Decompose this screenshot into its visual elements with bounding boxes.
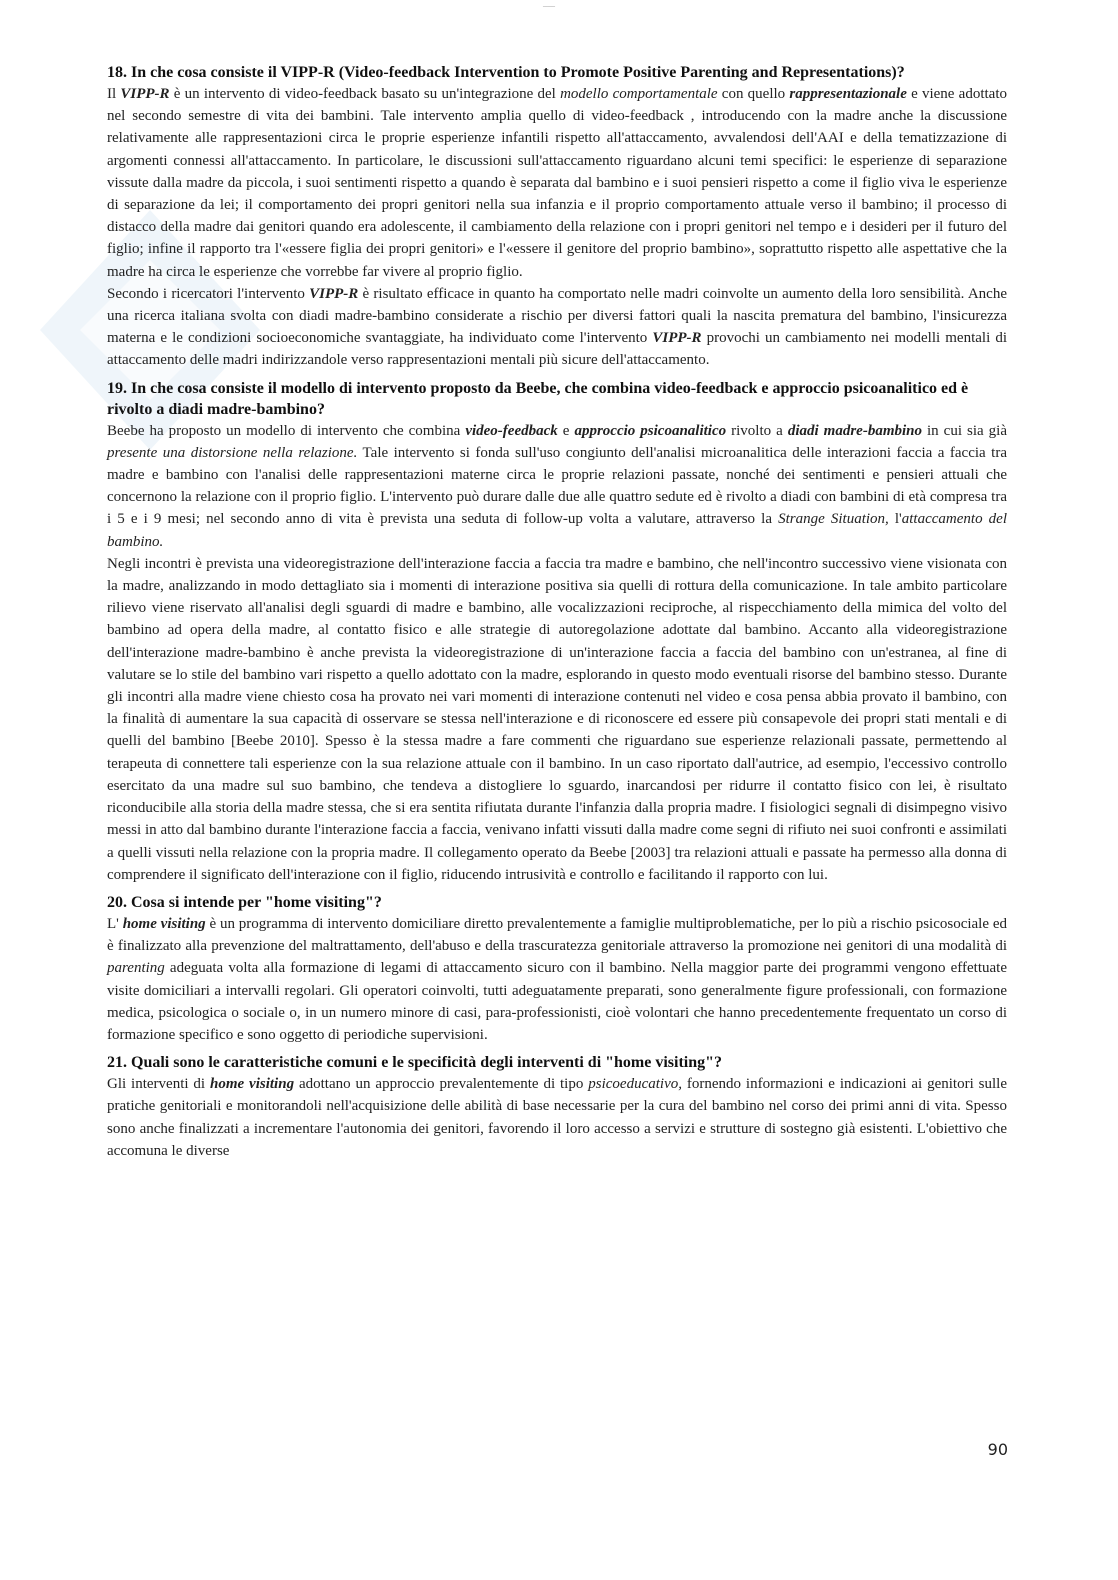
section-21-title: 21. Quali sono le caratteristiche comuni e le specificità degli interventi di "home visiting"?	[107, 1054, 723, 1072]
section-20-body	[107, 913, 1007, 1046]
section-21-paragraph-1: Gli interventi di home visiting adottano un approccio prevalentemente di tipo psicoeducativo, fornendo informazioni e indicazioni ai genitori sulle pratiche genitoriali e monitorandoli nell'acquisizione delle abilità di base necessarie per la cura del bambino nel corso dei primi anni di vita. Spesso sono anche finalizzati a incrementare l'autonomia dei genitori, favorendo il loro accesso a servizi e strutture di sostegno già esistenti. L'obiettivo che accomuna le diverse	[107, 1076, 1007, 1159]
section-21	[107, 1052, 1007, 1162]
section-18-body	[107, 83, 1007, 372]
section-18-title: 18. In che cosa consiste il VIPP-R (Video-feedback Intervention to Promote Positive Parenting and Representations)?	[107, 64, 905, 81]
section-18-paragraph-2: Secondo i ricercatori l'intervento VIPP-R è risultato efficace in quanto ha comportato nelle madri coinvolte un aumento della loro sensibilità. Anche una ricerca italiana svolta con diadi madre-bambino considerate a rischio per diversi fattori quali la nascita prematura del bambino, l'insicurezza materna e le condizioni socioeconomiche svantaggiate, ha individuato come l'intervento VIPP-R provochi un cambiamento nei modelli mentali di attaccamento delle madri indirizzandole verso rappresentazioni mentali più sicure dell'attaccamento.	[107, 285, 1007, 369]
section-20-paragraph-1: L' home visiting è un programma di intervento domiciliare diretto prevalentemente a famiglie multiproblematiche, per lo più a rischio psicosociale ed è finalizzato alla prevenzione del maltrattamento, dell'abuso e della trascuratezza genitoriale attraverso la promozione nei genitori di una modalità di parenting adeguata volta alla formazione di legami di attaccamento sicuro con il bambino. Nella maggior parte dei programmi vengono effettuate visite domiciliari a intervalli regolari. Gli operatori coinvolti, tutti adeguatamente preparati, sono generalmente figure professionali, con formazione medica, psicologica o sociale o, in un numero minore di casi, para-professionisti, cioè volontari che hanno precedentemente frequentato un corso di formazione specifico e sono oggetto di periodiche supervisioni.	[107, 915, 1007, 1043]
header-mark: ____	[543, 0, 555, 7]
section-19-paragraph-2: Negli incontri è prevista una videoregistrazione dell'interazione faccia a faccia tra madre e bambino, che nell'incontro successivo viene visionata con la madre, analizzando in modo dettagliato sia i momenti di interazione positiva sia quelli di rottura della comunicazione. In tale ambito particolare rilievo viene riservato all'analisi degli sguardi di madre e bambino, alle vocalizzazioni reciproche, al rispecchiamento della mimica del volto del bambino ad opera della madre, al contatto fisico e alle strategie di autoregolazione adottate dal bambino. Accanto alla videoregistrazione dell'interazione madre-bambino è anche prevista la videoregistrazione di un'interazione faccia a faccia del bambino con un'estranea, al fine di valutare se lo stile del bambino vari rispetto a quello adottato con la madre, esplorando in questo modo eventuali risorse del bambino stesso. Durante gli incontri alla madre viene chiesto cosa ha provato nei vari momenti di interazione contenuti nel video e cosa pensa abbia provato il bambino, con la finalità di aumentare la sua capacità di osservare se stessa nell'interazione e di riconoscere ed essere più consapevole dei propri stati mentali e di quelli del bambino [Beebe 2010]. Spesso è la stessa madre a fare commenti che riguardano sue esperienze relazionali passate, permettendo al terapeuta di connettere tali esperienze con la sua relazione attuale con il bambino. In un caso riportato dall'autrice, ad esempio, l'eccessivo controllo esercitato da una madre sul suo bambino, che tendeva a distogliere lo sguardo, inarcandosi per ridurre il contatto fisico con lei, è risultato riconducibile alla storia della madre stessa, che si era sentita rifiutata durante l'infanzia dalla propria madre. I fisiologici segnali di disimpegno visivo messi in atto dal bambino durante l'interazione faccia a faccia, venivano infatti vissuti dalla madre come segni di rifiuto nei suoi confronti e assimilati a quelli vissuti nella relazione con la propria madre. Il collegamento operato da Beebe [2003] tra relazioni attuali e passate ha permesso alla donna di comprendere il significato dell'interazione con il figlio, riducendo intrusività e controllo e facilitando il rapporto con lui.	[107, 555, 1007, 883]
section-18	[107, 62, 1007, 372]
page-number: 90	[987, 1440, 1008, 1459]
section-20	[107, 892, 1007, 1046]
section-19-body	[107, 420, 1007, 886]
section-18-paragraph-1: Il VIPP-R è un intervento di video-feedback basato su un'integrazione del modello comportamentale con quello rappresentazionale e viene adottato nel secondo semestre di vita dei bambini. Tale intervento amplia quello di video-feedback , introducendo con la madre anche la discussione relativamente alle rappresentazioni circa le proprie esperienze infantili rispetto all'attaccamento, avvalendosi dell'AAI e della tematizzazione di argomenti connessi all'attaccamento. In particolare, le discussioni sull'attaccamento riguardano alcuni temi specifici: le esperienze di separazione vissute dalla madre da piccola, i suoi sentimenti rispetto a quando è separata dal bambino e i suoi pensieri rispetto a come il figlio viva le esperienze di separazione da lei; il comportamento dei propri genitori nella sua infanzia e il proprio comportamento attuale verso il bambino; il processo di distacco della madre dai genitori quando era adolescente, il cambiamento della relazione con i propri genitori nel tempo e i desideri per il futuro del figlio; infine il rapporto tra l'«essere figlia dei propri genitori» e l'«essere il genitore del proprio bambino», soprattutto rispetto alle aspettative che la madre ha circa le esperienze che vorrebbe far vivere al proprio figlio.	[107, 86, 1007, 280]
section-19-title: 19. In che cosa consiste il modello di intervento proposto da Beebe, che combina video-feedback e approccio psicoanalitico ed è rivolto a diadi madre-bambino?	[107, 379, 969, 418]
section-19	[107, 378, 1007, 886]
section-21-body	[107, 1073, 1007, 1162]
section-20-title: 20. Cosa si intende per "home visiting"?	[107, 893, 382, 911]
section-19-paragraph-1: Beebe ha proposto un modello di intervento che combina video-feedback e approccio psicoanalitico rivolto a diadi madre-bambino in cui sia già presente una distorsione nella relazione. Tale intervento si fonda sull'uso congiunto dell'analisi microanalitica delle interazioni faccia a faccia tra madre e bambino con l'analisi delle rappresentazioni materne circa le proprie relazioni passate, nonché dei sentimenti e pensieri attuali che concernono la relazione con il proprio figlio. L'intervento può durare dalle due alle quattro sedute ed è rivolto a diadi con bambini di età compresa tra i 5 e i 9 mesi; nel secondo anno di vita è prevista una seduta di follow-up volta a valutare, attraverso la Strange Situation, l'attaccamento del bambino.	[107, 422, 1008, 550]
document-page	[107, 62, 1007, 1168]
